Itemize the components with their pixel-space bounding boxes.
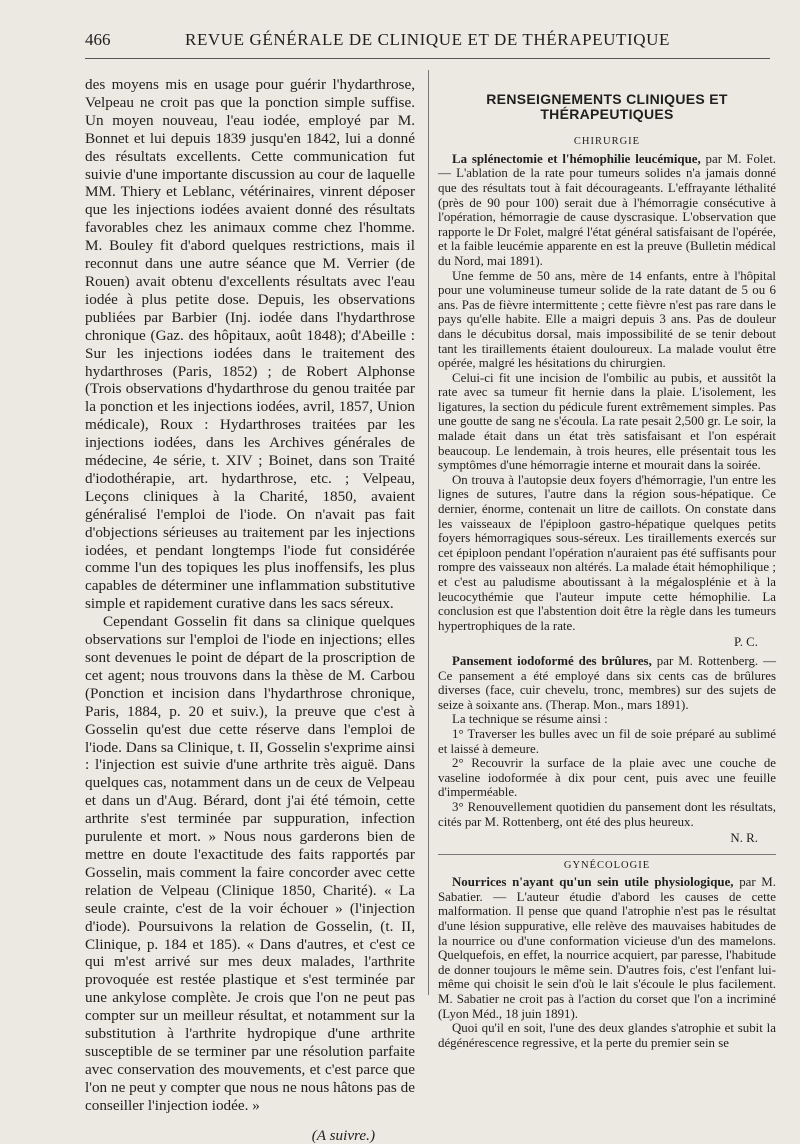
left-paragraph: des moyens mis en usage pour guérir l'hydarthrose, Velpeau ne croit pas que la ponction simple suffise. Un moyen nouveau, l'eau iodée, employé par M. Bonnet et lui depuis 1839 jusqu'en 1842, lui a donné des résultats excellents. Cette communication fut suivie d'une importante discussion au cour de laquelle MM. Thiery et Leblanc, vétérinaires, vinrent déposer que les injections iodées avaient donné des résultats favorables chez les animaux comme chez l'homme. M. Bouley fit d'abord quelques restrictions, mais il reconnut dans une autre séance que M. Verrier (de Rouen) avait obtenu d'excellents résultats avec l'eau iodée à plus petite dose. Depuis, les observations publiées par Barbier (Inj. iodée dans l'hydarthrose chronique (Gaz. des hôpitaux, août 1848); d'Abeille : Sur les injections iodées dans le traitement des hydarthroses (Paris, 1852) ; de Robert Alphonse (Trois observations d'hydarthrose du genou traitée par la ponction et les injections iodées, avril, 1857, Union médicale), Roux : Hydarthroses traitées par les injections iodées, dans les Archives générales de médecine, 4e série, t. XIV ; Boinet, dans son Traité d'iodothérapie, art. hydarthrose, etc. ; Velpeau, Leçons cliniques à la Charité, 1850, avaient généralisé l'emploi de l'iode. On n'avait pas fait d'objections sérieuses au traitement par les injections iodées, et pendant longtemps l'iode fut considérée comme l'un des topiques les plus inoffensifs, les plus capables de déterminer une inflammation substitutive simple et rapidement curative dans les sacs séreux. [85, 76, 415, 613]
section-rule [438, 854, 776, 855]
right-column [438, 92, 776, 1050]
technique-steps [438, 727, 776, 829]
technique-step: 1° Traverser les bulles avec un fil de soie préparé au sublimé et laissé à demeure. [438, 726, 776, 756]
page-header [75, 30, 770, 56]
to-be-continued: (A suivre.) [311, 1126, 375, 1144]
rubric-gynecologie: GYNÉCOLOGIE [563, 859, 651, 871]
article-paragraph: La technique se résume ainsi : [452, 712, 608, 727]
column-divider [428, 70, 429, 995]
article-pansement [438, 654, 776, 712]
article-text: par M. Folet. — L'ablation de la rate pour tumeurs solides n'a jamais donné que des résultats tout à fait décourageants. L'effrayante léthalité (près de 90 pour 100) serait due à l'hémorragie consécutive à l'opération, hémorragie de cause dyscrasique. L'observation que rapporte le Dr Folet, malgré l'état général satisfaisant de l'opérée, et la faible leucémie apparente en est la preuve (Bulletin médical du Nord, mai 1891). [438, 151, 777, 268]
article-signature: P. C. [733, 635, 758, 650]
article-signature: N. R. [730, 831, 758, 846]
article-text: par M. Rottenberg. — Ce pansement a été employé dans six cents cas de brûlures diverses (face, cuir chevelu, tronc, membres) sur des sujets de seize à soixante ans. (Therap. Mon., mars 1891). [438, 653, 776, 712]
left-paragraph: Cependant Gosselin fit dans sa clinique quelques observations sur l'emploi de l'iode en injections; elles sont devenues le point de départ de la proscription de cet agent; nous trouvons dans la thèse de M. Carbou (Ponction et incision dans l'hydarthrose chronique, Paris, 1884, p. 20 et suiv.), la preuve que c'est à Gosselin qu'est due cette réserve dans l'emploi de l'iode. Dans sa Clinique, t. II, Gosselin s'exprime ainsi : l'injection est suivie d'une arthrite très aiguë. Dans quelques cas, notamment dans un de ceux de Velpeau et dans un d'Aug. Bérard, dont j'ai été témoin, cette arthrite s'est terminée par suppuration, infection purulente et mort. » Nous nous garderons bien de mettre en doute l'exactitude des faits rapportés par Gosselin, mais comment la faire concorder avec cette relation de Velpeau (Clinique 1850, Charité). « La seule crainte, c'est de la voir échouer » (l'injection d'iode). Poursuivons la relation de Gosselin, (t. II, Clinique, p. 184 et 185). « Dans d'autres, et c'est ce qui m'est arrivé sur mes deux malades, l'arthrite provoquée est restée plastique et s'est terminée par une ankylose complète. Je crois que l'on ne peut pas compter sur un meilleur résultat, et notamment sur la substitution à l'arthrite hydropique d'une arthrite susceptible de se terminer par une résolution parfaite avec conservation des mouvements, et c'est parce que l'on ne peut y compter que nous ne nous hâtons pas de conseiller l'injection iodée. » [85, 613, 415, 1114]
rubric-chirurgie: CHIRURGIE [573, 136, 641, 148]
page-number: 466 [85, 30, 111, 49]
article-paragraph: Une femme de 50 ans, mère de 14 enfants, entre à l'hôpital pour une volumineuse tumeur solide de la rate datant de 5 ou 6 ans. Pas de fièvre intermittente ; cette fièvre n'est pas rare dans le pays qu'elle habite. Elle a maigri depuis 3 ans. Pas de douleur dans le décubitus dorsal, mais impossibilité de se tenir debout tant les tiraillements étaient douloureux. La malade voulut être opérée, malgré les hésitations du chirurgien. [438, 268, 776, 371]
article-title: Nourrices n'ayant qu'un sein utile physiologique, [452, 875, 734, 890]
technique-step: 2° Recouvrir la surface de la plaie avec une couche de vaseline iodoformée à dix pour cent, puis avec une feuille d'imperméable. [438, 756, 776, 800]
article-text: par M. Sabatier. — L'auteur étudie d'abord les causes de cette malformation. Il pense que quand l'atrophie n'est pas le résultat d'une lésion suppurative, elle relève des mauvaises habitudes de la nourrice ou d'une conformation vicieuse d'un des mamelons. Quelquefois, en effet, la nourrice acquiert, par paresse, l'habitude de donner toujours le même sein. D'autres fois, c'est l'enfant lui-même qui choisit le sein d'où le lait s'écoule le plus facilement. M. Sabatier ne croit pas à l'action du corset que l'on a incriminé (Lyon Méd., 18 juin 1891). [438, 875, 776, 1021]
article-paragraph: Celui-ci fit une incision de l'ombilic au pubis, et aussitôt la rate avec sa tumeur fit hernie dans la plaie. L'isolement, les ligatures, la section du pédicule furent extrêmement simples. Pas une goutte de sang ne s'écoula. La rate pesait 2,500 gr. Le soir, la malade était dans un état très satisfaisant et l'on espérait beaucoup. Le lendemain, à trois heures, elle présentait tous les symptômes d'une hémorragie interne et mourait dans la soirée. [438, 370, 776, 473]
left-column [85, 76, 415, 1144]
article-title: Pansement iodoformé des brûlures, [452, 653, 652, 668]
article-paragraph: Quoi qu'il en soit, l'une des deux glandes s'atrophie et subit la dégénérescence regressive, et la perte du premier sein se [438, 1021, 776, 1050]
section-title: RENSEIGNEMENTS CLINIQUES ET THÉRAPEUTIQUES [486, 91, 728, 122]
article-nourrices [438, 875, 776, 1021]
article-splenectomie [438, 152, 776, 269]
running-title: REVUE GÉNÉRALE DE CLINIQUE ET DE THÉRAPEUTIQUE [185, 30, 670, 49]
header-rule [85, 58, 770, 59]
article-title: La splénectomie et l'hémophilie leucémique, [452, 151, 701, 166]
article-paragraph: On trouva à l'autopsie deux foyers d'hémorragie, l'un entre les lignes de sutures, l'autre dans la région sous-hépatique. Ce dernier, énorme, contenait un litre de caillots. On constate dans les vaisseaux de l'épiploon gastro-hépatique quelques petits foyers hémorragiques sous-séreux. Les tiraillements exercés sur cet épiploon pendant l'opération n'auraient pas été suffisants pour rompre des vaisseaux non altérés. La malade était hémophilique ; et c'est au paludisme aboutissant à la mégalosplénie et à la leucocythémie que l'auteur impute cette hémophilie. La conclusion est que l'abstention doit être la règle dans les tumeurs hypertrophiques de la rate. [438, 472, 776, 633]
technique-step: 3° Renouvellement quotidien du pansement dont les résultats, cités par M. Rottenberg, ont été des plus heureux. [438, 799, 776, 829]
